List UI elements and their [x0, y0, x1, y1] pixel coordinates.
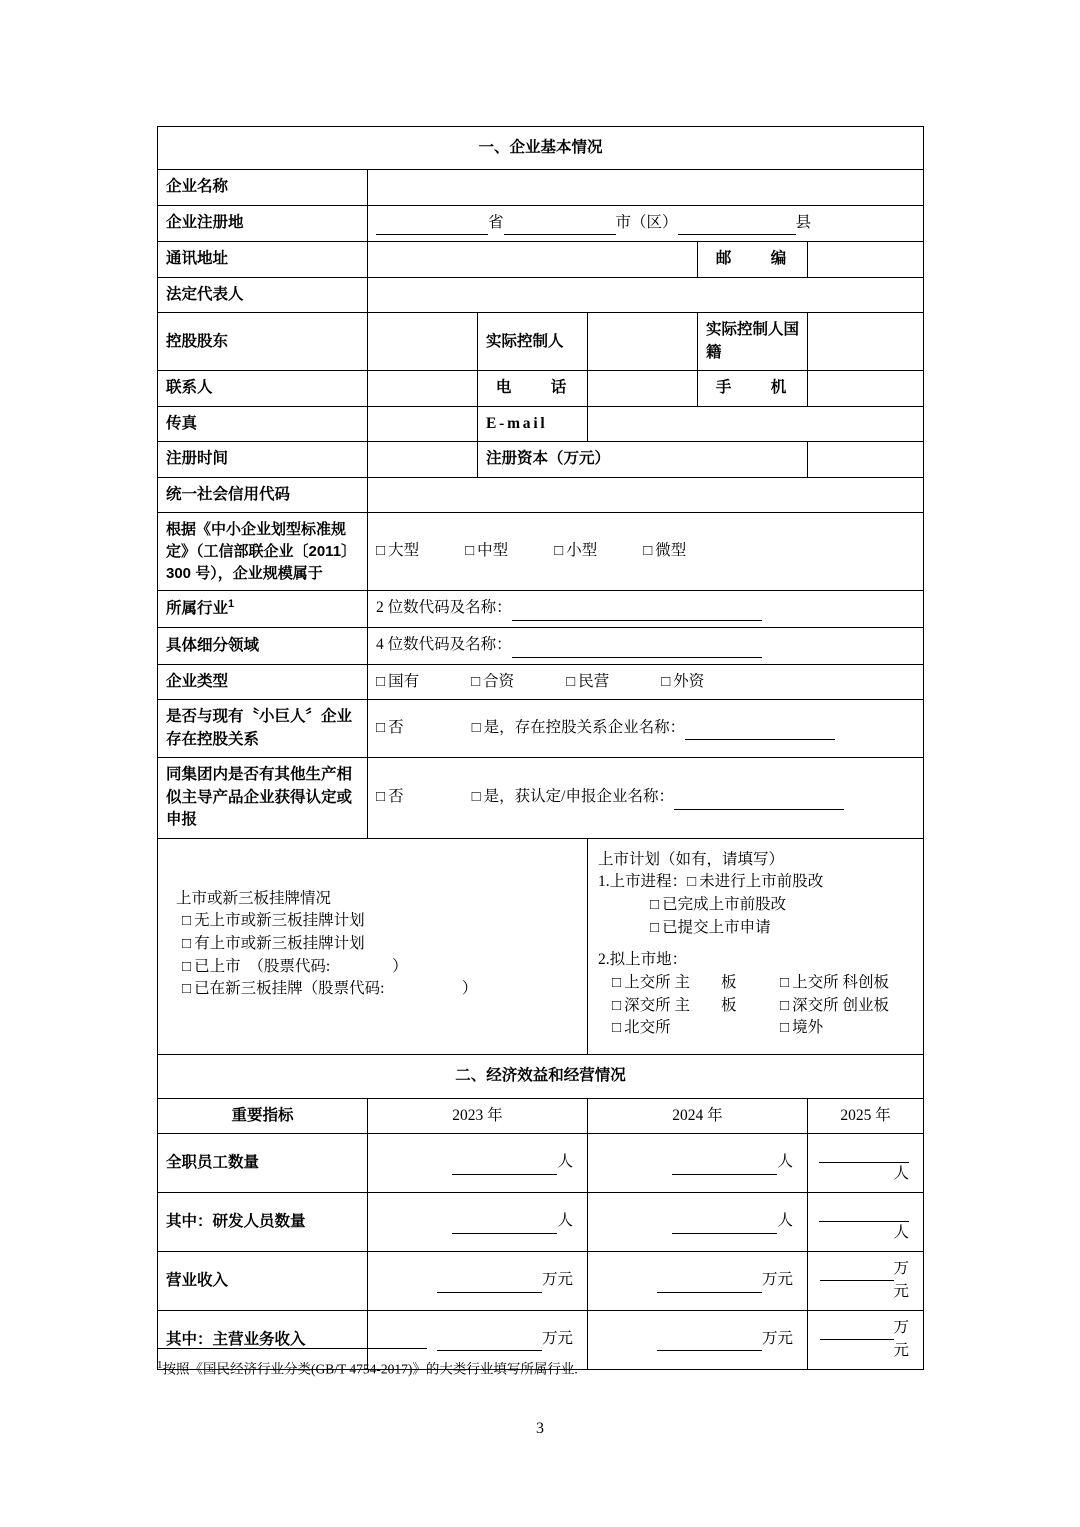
actual-controller-field[interactable]: [588, 313, 698, 371]
legal-representative-field[interactable]: [368, 277, 924, 312]
little-giant-relation-options[interactable]: [368, 700, 924, 758]
form-sheet: [157, 126, 923, 1370]
unit-label: 万元: [761, 1330, 793, 1348]
subfield-label: 具体细分领域: [158, 628, 368, 664]
metric-label-revenue: 营业收入: [158, 1251, 368, 1310]
venue-option-sse-main[interactable]: □ 上交所 主 板: [612, 972, 780, 995]
listing-plan-cell[interactable]: [588, 838, 924, 1054]
listing-option-neeq[interactable]: □ 已在新三板挂牌（股票代码: ）: [168, 978, 577, 1001]
table-row: [158, 838, 924, 1054]
table-row: [158, 700, 924, 758]
company-type-label: 企业类型: [158, 664, 368, 700]
footnote-area: [157, 1348, 923, 1380]
email-field[interactable]: [588, 406, 924, 441]
reg-place-province-label: 省: [488, 213, 504, 231]
listing-status-cell[interactable]: [158, 838, 588, 1054]
venue-option-overseas[interactable]: [780, 1017, 885, 1040]
table-row: [158, 242, 924, 277]
table-row: [158, 1192, 924, 1251]
company-type-options[interactable]: [368, 664, 924, 700]
registration-place-label: 企业注册地: [158, 205, 368, 241]
little-giant-option-no[interactable]: □ 否: [376, 717, 404, 740]
phone-label: 电 话: [478, 371, 588, 406]
listing-venue-row-2: [598, 995, 915, 1018]
metric-rd-staff-2023[interactable]: [368, 1192, 588, 1251]
page-number: 3: [536, 1420, 544, 1437]
listing-progress-option-3[interactable]: □ 已提交上市申请: [598, 917, 915, 940]
postal-address-field[interactable]: [368, 242, 698, 277]
table-row: [158, 1055, 924, 1098]
company-type-option-private[interactable]: □ 民营: [566, 671, 609, 694]
reg-place-city-label: 市（区）: [615, 213, 678, 231]
mobile-field[interactable]: [808, 371, 924, 406]
table-row: [158, 628, 924, 664]
footnote-text: [157, 1357, 923, 1380]
scale-option-large[interactable]: □ 大型: [376, 540, 419, 563]
subfield-field-prompt: 4 位数代码及名称：: [376, 636, 512, 654]
company-name-field[interactable]: [368, 170, 924, 205]
enterprise-basic-info-table: [157, 126, 924, 1370]
group-similar-product-options[interactable]: [368, 758, 924, 838]
industry-field[interactable]: [368, 591, 924, 628]
company-name-label: 企业名称: [158, 170, 368, 205]
postal-address-label: 通讯地址: [158, 242, 368, 277]
venue-option-sse-star[interactable]: □ 上交所 科创板: [780, 972, 889, 995]
table-row: [158, 170, 924, 205]
subfield-field[interactable]: [368, 628, 924, 664]
registered-capital-field[interactable]: [808, 442, 924, 477]
section-title-2: 二、经济效益和经营情况: [158, 1055, 924, 1098]
postcode-field[interactable]: [808, 242, 924, 277]
actual-controller-nationality-label: 实际控制人国籍: [698, 313, 808, 371]
listing-option-listed[interactable]: □ 已上市 （股票代码: ）: [168, 956, 577, 979]
table-row: [158, 758, 924, 838]
group-option-yes[interactable]: □ 是，获认定/申报企业名称：: [472, 786, 674, 809]
unit-label: 人: [557, 1153, 573, 1171]
metrics-header-2025: 2025 年: [808, 1098, 924, 1133]
registration-time-field[interactable]: [368, 442, 478, 477]
listing-progress-option-1[interactable]: □ 未进行上市前股改: [687, 873, 823, 890]
unit-label: 万元: [893, 1259, 910, 1301]
email-label: E-mail: [478, 406, 588, 441]
footnote-divider: [157, 1348, 427, 1349]
table-row: [158, 664, 924, 700]
metric-label-fulltime-staff: 全职员工数量: [158, 1133, 368, 1192]
group-option-no[interactable]: □ 否: [376, 786, 404, 809]
metrics-header-2023: 2023 年: [368, 1098, 588, 1133]
legal-representative-label: 法定代表人: [158, 277, 368, 312]
metric-revenue-2024[interactable]: [588, 1251, 808, 1310]
listing-progress-text: 1.上市进程：: [598, 873, 688, 891]
metric-fulltime-staff-2024[interactable]: [588, 1133, 808, 1192]
table-row: [158, 1098, 924, 1133]
listing-option-no-plan[interactable]: □ 无上市或新三板挂牌计划: [168, 910, 577, 933]
credit-code-label: 统一社会信用代码: [158, 477, 368, 512]
unit-label: 万元: [541, 1330, 573, 1348]
actual-controller-label: 实际控制人: [478, 313, 588, 371]
scale-option-small[interactable]: □ 小型: [554, 540, 597, 563]
mobile-label: 手 机: [698, 371, 808, 406]
controlling-shareholder-label: 控股股东: [158, 313, 368, 371]
metric-rd-staff-2024[interactable]: [588, 1192, 808, 1251]
venue-option-overseas-label: 境外: [792, 1019, 886, 1037]
industry-label-text: 所属行业: [166, 600, 229, 618]
unit-label: 万元: [893, 1318, 910, 1360]
unit-label: 人: [777, 1153, 793, 1171]
controlling-shareholder-field[interactable]: [368, 313, 478, 371]
venue-option-bse[interactable]: □ 北交所: [612, 1017, 780, 1040]
reg-place-county-label: 县: [795, 213, 812, 231]
scale-option-micro[interactable]: □ 微型: [643, 540, 686, 563]
enterprise-scale-options[interactable]: [368, 513, 924, 591]
table-row: [158, 371, 924, 406]
table-row: [158, 591, 924, 628]
metric-label-rd-staff: 其中：研发人员数量: [158, 1192, 368, 1251]
footnote-body: 按照《国民经济行业分类(GB/T 4754-2017)》的大类行业填写所属行业.: [162, 1361, 578, 1377]
table-row: [158, 313, 924, 371]
enterprise-scale-label: 根据《中小企业划型标准规定》（工信部联企业〔2011〕300 号），企业规模属于: [158, 513, 368, 591]
fax-label: 传真: [158, 406, 368, 441]
industry-field-prompt: 2 位数代码及名称：: [376, 599, 512, 617]
metric-revenue-2023[interactable]: [368, 1251, 588, 1310]
listing-plan-title: 上市计划（如有，请填写）: [598, 850, 785, 868]
table-row: [158, 1133, 924, 1192]
metric-fulltime-staff-2023[interactable]: [368, 1133, 588, 1192]
unit-label: 万元: [761, 1271, 793, 1289]
company-type-option-foreign[interactable]: □ 外资: [661, 671, 704, 694]
actual-controller-nationality-field[interactable]: [808, 313, 924, 371]
venue-option-szse-chinext[interactable]: □ 深交所 创业板: [780, 995, 889, 1018]
industry-footnote-marker: 1: [228, 598, 235, 611]
footnote-marker: 1: [157, 1359, 163, 1371]
phone-field[interactable]: [588, 371, 698, 406]
listing-progress-option-2[interactable]: □ 已完成上市前股改: [598, 894, 915, 917]
unit-label: 人: [893, 1165, 910, 1183]
contact-person-field[interactable]: [368, 371, 478, 406]
table-row: [158, 442, 924, 477]
listing-progress-label: [598, 871, 915, 894]
table-row: [158, 205, 924, 241]
listing-option-has-plan[interactable]: □ 有上市或新三板挂牌计划: [168, 933, 577, 956]
metric-rd-staff-2025[interactable]: [808, 1192, 924, 1251]
table-row: [158, 513, 924, 591]
listing-venue-row-3: [598, 1017, 915, 1040]
group-similar-product-label: 同集团内是否有其他生产相似主导产品企业获得认定或申报: [158, 758, 368, 838]
postcode-label: 邮 编: [698, 242, 808, 277]
metric-fulltime-staff-2025[interactable]: [808, 1133, 924, 1192]
table-row: [158, 277, 924, 312]
venue-option-szse-main[interactable]: □ 深交所 主 板: [612, 995, 780, 1018]
unit-label: 人: [557, 1212, 573, 1230]
metrics-header-2024: 2024 年: [588, 1098, 808, 1133]
table-row: [158, 406, 924, 441]
company-type-option-state[interactable]: □ 国有: [376, 671, 419, 694]
industry-label: [158, 591, 368, 628]
metrics-header-indicator: 重要指标: [158, 1098, 368, 1133]
unit-label: 人: [893, 1224, 910, 1242]
unit-label: 人: [777, 1212, 793, 1230]
little-giant-option-yes[interactable]: □ 是，存在控股关系企业名称：: [472, 717, 686, 740]
fax-field[interactable]: [368, 406, 478, 441]
scale-option-medium[interactable]: □ 中型: [465, 540, 508, 563]
metric-label-main-business-revenue: 其中：主营业务收入: [158, 1310, 368, 1369]
listing-venue-label: 2.拟上市地：: [598, 951, 688, 969]
table-row: [158, 1251, 924, 1310]
contact-person-label: 联系人: [158, 371, 368, 406]
listing-venue-row-1: [598, 972, 915, 995]
credit-code-field[interactable]: [368, 477, 924, 512]
company-type-option-joint[interactable]: □ 合资: [471, 671, 514, 694]
section-title-1: 一、企业基本情况: [158, 127, 924, 170]
registered-capital-label: 注册资本（万元）: [478, 442, 808, 477]
table-row: [158, 477, 924, 512]
little-giant-relation-label: 是否与现有〝小巨人〞企业存在控股关系: [158, 700, 368, 758]
listing-status-title: 上市或新三板挂牌情况: [176, 889, 332, 907]
metric-revenue-2025[interactable]: [808, 1251, 924, 1310]
registration-time-label: 注册时间: [158, 442, 368, 477]
table-row: [158, 127, 924, 170]
registration-place-field[interactable]: [368, 205, 924, 241]
unit-label: 万元: [541, 1271, 573, 1289]
